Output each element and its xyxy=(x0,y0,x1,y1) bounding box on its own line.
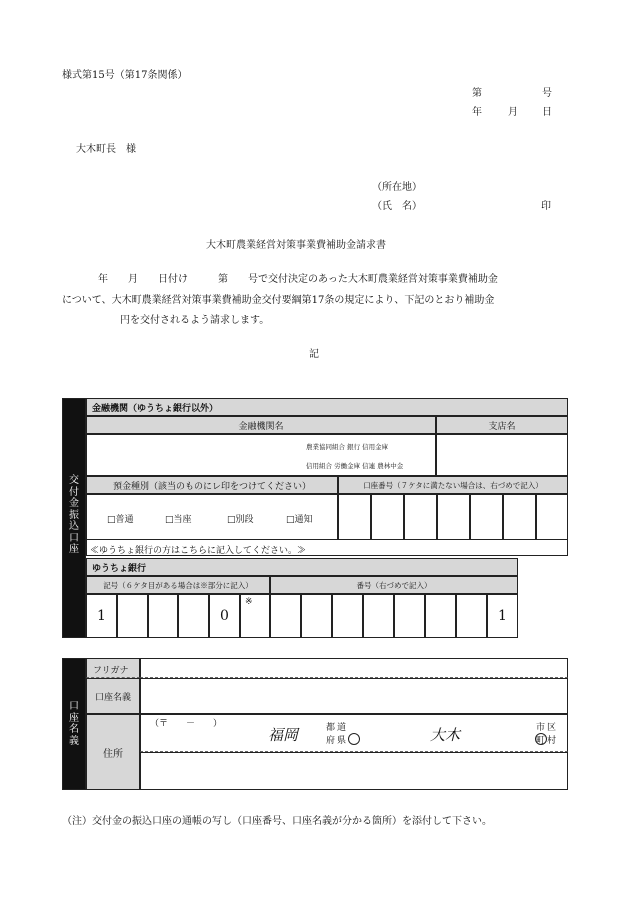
bangou-digit[interactable] xyxy=(456,594,487,638)
date-year: 年 xyxy=(472,107,482,118)
document-title: 大木町農業経営対策事業費補助金請求書 xyxy=(206,240,386,251)
name-label: （氏 名） xyxy=(372,201,422,212)
bangou-digit[interactable] xyxy=(270,594,301,638)
bank-section-title: 金融機関（ゆうちょ銀行以外） xyxy=(92,404,219,414)
body-line-2: について、大木町農業経営対策事業費補助金交付要綱第17条の規定により、下記のとおり補助金 xyxy=(62,295,495,306)
transfer-side-label: 交付金振込口座 xyxy=(69,475,79,555)
todo-label: 都道 xyxy=(326,723,349,733)
account-digit[interactable] xyxy=(503,494,536,540)
kigou-digit[interactable]: 1 xyxy=(86,594,117,638)
kigou-header: 記号（６ケタ目がある場合は※部分に記入） xyxy=(86,576,270,594)
shiku-label: 市区 xyxy=(536,723,559,733)
bangou-digit[interactable]: 1 xyxy=(487,594,518,638)
machi-circle-mark xyxy=(535,733,547,745)
deposit-option-futsu[interactable]: □普通 xyxy=(107,515,134,525)
account-digit[interactable] xyxy=(404,494,437,540)
bangou-digit[interactable] xyxy=(332,594,363,638)
chouson-label: 町村 xyxy=(536,736,559,746)
branch-header: 支店名 xyxy=(436,416,568,434)
date-month: 月 xyxy=(508,107,518,118)
deposit-option-betsudan[interactable]: □別段 xyxy=(227,515,254,525)
deposit-type-header: 預金種別（該当のものにレ印をつけてください） xyxy=(86,476,338,494)
body-line-3: 円を交付されるよう請求します。 xyxy=(120,315,270,326)
account-digit[interactable] xyxy=(470,494,503,540)
address-field-line2[interactable] xyxy=(140,752,568,790)
form-number: 様式第15号（第17条関係） xyxy=(62,70,188,81)
bangou-header: 番号（右づめで記入） xyxy=(270,576,518,594)
kigou-digit[interactable]: 0 xyxy=(209,594,240,638)
deposit-option-touza[interactable]: □当座 xyxy=(165,515,192,525)
bank-types-line2: 信用組合 労働金庫 信連 農林中金 xyxy=(306,462,404,470)
bangou-digit[interactable] xyxy=(301,594,332,638)
furigana-field[interactable] xyxy=(140,658,568,678)
seal-mark: 印 xyxy=(541,201,551,212)
holder-name-label: 口座名義 xyxy=(86,678,140,714)
footnote: （注）交付金の振込口座の通帳の写し（口座番号、口座名義が分かる箇所）を添付して下さい。 xyxy=(62,816,492,827)
kigou-digit[interactable] xyxy=(178,594,209,638)
doc-no-go: 号 xyxy=(542,88,552,99)
kigou-digit[interactable] xyxy=(148,594,178,638)
fuken-label: 府県 xyxy=(326,736,349,746)
deposit-option-tsuchi[interactable]: □通知 xyxy=(286,515,313,525)
holder-name-field[interactable] xyxy=(140,678,568,714)
furigana-label: フリガナ xyxy=(86,658,140,678)
bangou-digit[interactable] xyxy=(363,594,394,638)
branch-name-field[interactable] xyxy=(436,434,568,476)
addressee: 大木町長 様 xyxy=(76,144,136,155)
date-day: 日 xyxy=(542,107,552,118)
kome-mark: ※ xyxy=(245,597,253,607)
address-label: 住所 xyxy=(86,714,140,790)
account-digit[interactable] xyxy=(536,494,568,540)
kigou-digit[interactable] xyxy=(117,594,148,638)
ki-label: 記 xyxy=(309,349,319,360)
yucho-section-title: ゆうちょ銀行 xyxy=(92,564,147,574)
holder-side-label: 口座名義 xyxy=(69,701,79,747)
bangou-digit[interactable] xyxy=(425,594,456,638)
bank-name-header: 金融機関名 xyxy=(86,416,436,434)
account-digit[interactable] xyxy=(371,494,404,540)
town-name: 大木 xyxy=(430,726,461,744)
address-label: （所在地） xyxy=(372,182,422,193)
account-number-header: 口座番号（７ケタに満たない場合は、右づめで記入） xyxy=(338,476,568,494)
bangou-digit[interactable] xyxy=(394,594,425,638)
doc-no-dai: 第 xyxy=(472,88,482,99)
account-digit[interactable] xyxy=(338,494,371,540)
ken-circle-mark xyxy=(348,733,360,745)
bank-types-line1: 農業協同組合 銀行 信用金庫 xyxy=(306,443,389,451)
yucho-note: ≪ゆうちょ銀行の方はこちらに記入してください。≫ xyxy=(90,546,307,556)
postal-code: （〒 － ） xyxy=(150,719,223,729)
kigou-digit-extra[interactable] xyxy=(240,594,270,638)
account-digit[interactable] xyxy=(437,494,470,540)
body-line-1: 年 月 日付け 第 号で交付決定のあった大木町農業経営対策事業費補助金 xyxy=(98,274,498,285)
prefecture-name: 福岡 xyxy=(268,726,299,744)
